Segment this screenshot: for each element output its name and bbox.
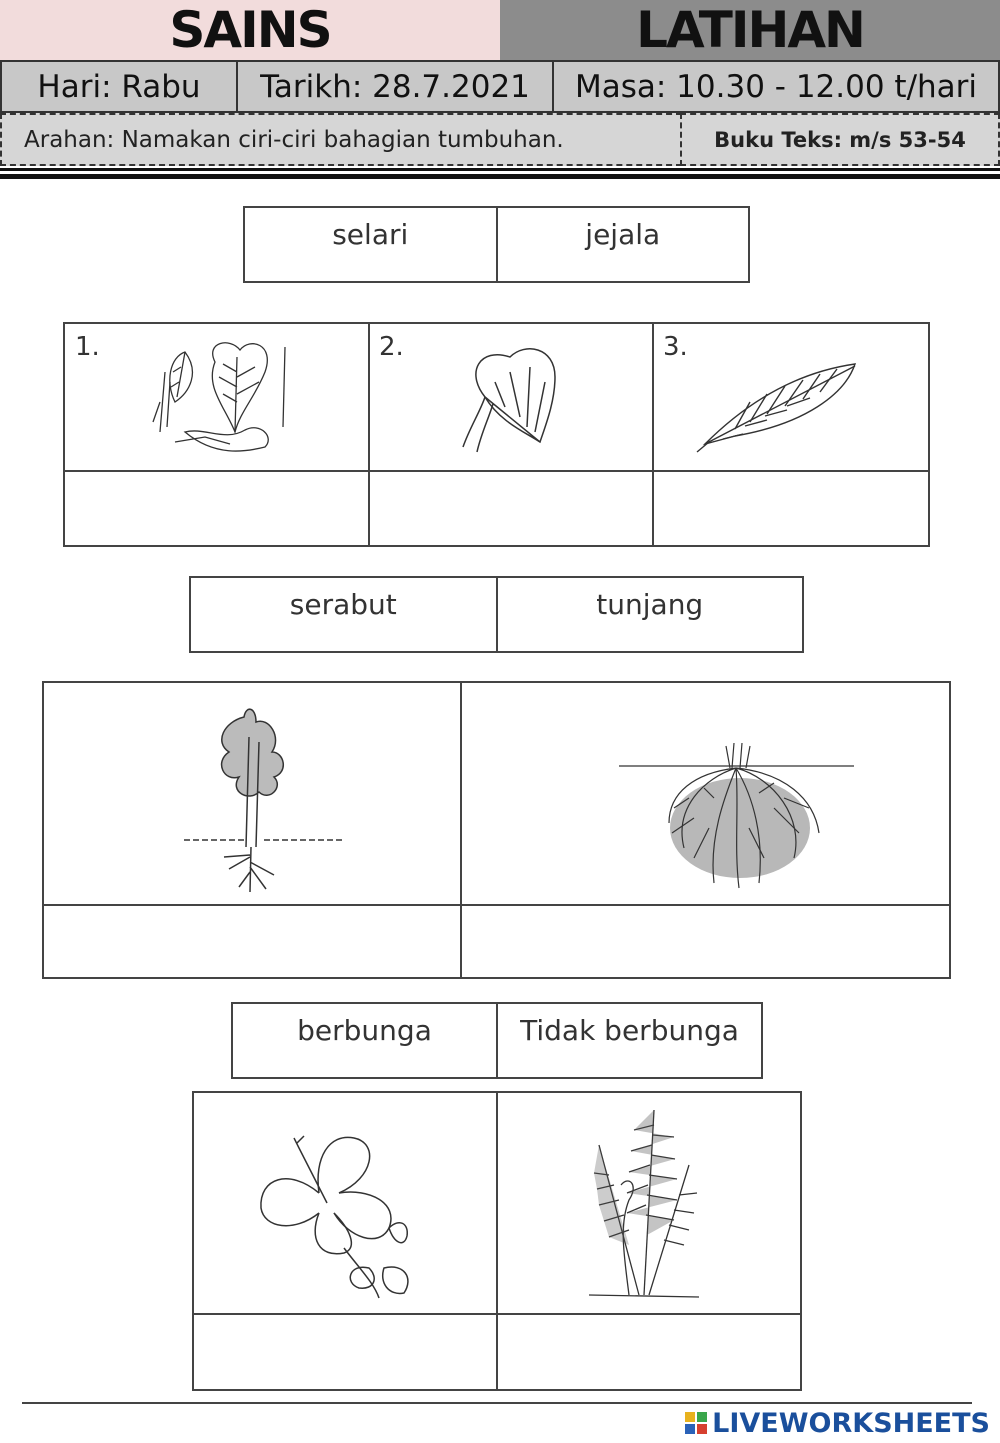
hibiscus-flower-image <box>249 1118 429 1303</box>
instruction-text: Arahan: Namakan ciri-ciri bahagian tumbuhan. <box>24 126 564 153</box>
header-divider <box>0 168 1000 171</box>
item-number: 2. <box>379 332 404 362</box>
answer-input-root-2[interactable] <box>464 908 953 978</box>
time-cell <box>552 60 1000 113</box>
word-option-1[interactable]: berbunga <box>297 1014 432 1047</box>
instruction-cell <box>0 113 682 166</box>
day-cell <box>0 60 238 113</box>
fibrous-root-image <box>614 738 864 898</box>
word-option-2[interactable]: jejala <box>496 208 749 281</box>
answer-input-leaf-1[interactable] <box>67 474 369 546</box>
day-label: Hari: Rabu <box>37 68 201 105</box>
answer-input-leaf-3[interactable] <box>655 474 931 546</box>
tap-root-plant-image <box>184 697 354 897</box>
leaf-with-stems-image <box>145 332 295 464</box>
brand-icon <box>684 1411 708 1435</box>
item-number: 3. <box>663 332 688 362</box>
word-option-2[interactable]: tunjang <box>496 578 803 651</box>
answer-input-flower-2[interactable] <box>500 1317 804 1389</box>
root-grid <box>42 681 951 979</box>
textbook-ref: Buku Teks: m/s 53-54 <box>714 127 966 152</box>
type-banner <box>500 0 1000 60</box>
flowering-grid <box>192 1091 802 1391</box>
header-divider-thick <box>0 174 1000 179</box>
answer-input-root-1[interactable] <box>46 908 461 978</box>
word-option-1[interactable]: serabut <box>289 588 397 621</box>
word-option-1[interactable]: selari <box>332 218 409 251</box>
date-label: Tarikh: 28.7.2021 <box>260 68 530 105</box>
brand-text: LIVEWORKSHEETS <box>712 1407 990 1439</box>
word-bank-venation <box>243 206 750 283</box>
subject-title: SAINS <box>169 1 331 59</box>
heart-leaf-image <box>455 342 575 457</box>
answer-input-leaf-2[interactable] <box>371 474 653 546</box>
grid-divider <box>44 904 949 906</box>
word-bank-roots <box>189 576 804 653</box>
textbook-cell <box>680 113 1000 166</box>
grid-divider <box>194 1313 800 1315</box>
brand-logo[interactable] <box>684 1407 990 1439</box>
subject-banner <box>0 0 500 60</box>
word-bank-flowering <box>231 1002 763 1079</box>
worksheet-type-title: LATIHAN <box>636 1 864 59</box>
word-option-2[interactable]: Tidak berbunga <box>496 1004 761 1077</box>
answer-input-flower-1[interactable] <box>196 1317 498 1389</box>
footer-divider <box>22 1402 972 1404</box>
fern-plant-image <box>569 1105 719 1305</box>
grid-divider <box>65 470 928 472</box>
leaf-grid <box>63 322 930 547</box>
time-label: Masa: 10.30 - 12.00 t/hari <box>574 68 978 105</box>
item-number: 1. <box>75 332 100 362</box>
banana-leaf-image <box>695 354 865 454</box>
date-cell <box>236 60 554 113</box>
